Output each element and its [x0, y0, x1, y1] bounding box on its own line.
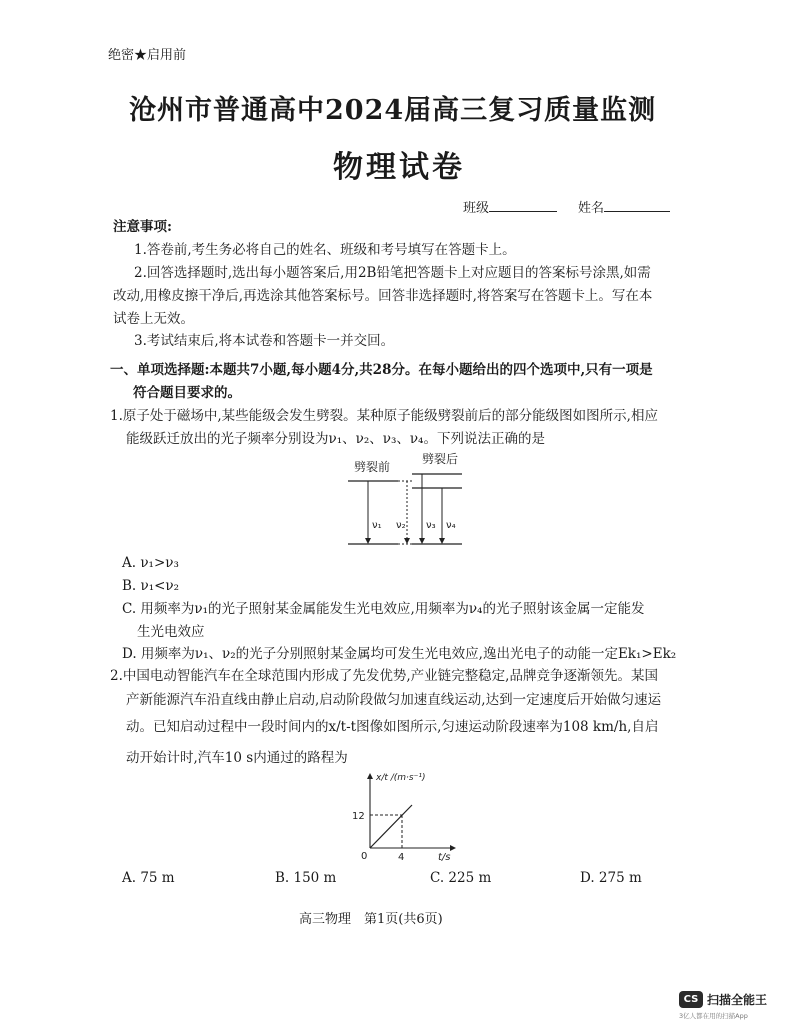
notice-item-3: 3.考试结束后,将本试卷和答题卡一并交回。	[134, 333, 395, 349]
notice-item-2-line1: 2.回答选择题时,选出每小题答案后,用2B铅笔把答题卡上对应题目的答案标号涂黑,如需	[134, 265, 651, 281]
q2-option-a[interactable]: A. 75 m	[122, 870, 175, 886]
section-heading-line1: 一、单项选择题:本题共7小题,每小题4分,共28分。在每小题给出的四个选项中,只有一项是	[110, 362, 653, 378]
name-label: 姓名	[578, 201, 605, 216]
watermark-subtext: 3亿人都在用的扫描App	[679, 1012, 748, 1020]
q2-stem-line4: 动开始计时,汽车10 s内通过的路程为	[126, 750, 348, 766]
graph-origin: 0	[361, 851, 368, 862]
name-blank[interactable]	[604, 197, 670, 212]
q2-stem-line1: 2.中国电动智能汽车在全球范围内形成了先发优势,产业链完整稳定,品牌竞争逐渐领先。某国	[110, 668, 658, 684]
energy-level-diagram	[340, 452, 470, 552]
class-field[interactable]	[463, 197, 557, 216]
q1-stem-line2: 能级跃迁放出的光子频率分别设为ν₁、ν₂、ν₃、ν₄。下列说法正确的是	[126, 431, 545, 447]
graph-xtick: 4	[398, 852, 405, 862]
section-heading-line2: 符合题目要求的。	[133, 385, 241, 401]
graph-xlabel: t/s	[438, 852, 451, 862]
name-field[interactable]	[578, 197, 670, 216]
q2-option-c[interactable]: C. 225 m	[430, 870, 492, 886]
class-label: 班级	[463, 201, 490, 216]
q2-stem-line2: 产新能源汽车沿直线由静止启动,启动阶段做匀加速直线运动,达到一定速度后开始做匀速运	[126, 692, 662, 708]
notice-item-2-line2: 改动,用橡皮擦干净后,再选涂其他答案标号。回答非选择题时,将答案写在答题卡上。写在本	[113, 288, 653, 304]
graph-ytick: 12	[352, 811, 365, 822]
q1-option-c-line2[interactable]: 生光电效应	[137, 624, 205, 640]
secret-mark: 绝密★启用前	[108, 48, 187, 63]
class-blank[interactable]	[489, 197, 557, 212]
q2-option-d[interactable]: D. 275 m	[580, 870, 642, 886]
graph-ylabel: x/t /(m·s⁻¹)	[376, 773, 426, 783]
subject-title: 物理试卷	[333, 150, 465, 185]
exam-title: 沧州市普通高中2024届高三复习质量监测	[129, 95, 657, 126]
camscanner-logo-icon: CS	[679, 991, 703, 1008]
xt-t-graph	[340, 770, 470, 862]
fig-nu2: ν₂	[396, 520, 406, 531]
notice-item-1: 1.答卷前,考生务必将自己的姓名、班级和考号填写在答题卡上。	[134, 242, 516, 258]
q1-option-a[interactable]: A. ν₁>ν₃	[122, 555, 179, 571]
q2-option-b[interactable]: B. 150 m	[275, 870, 337, 886]
notice-heading: 注意事项:	[113, 219, 172, 235]
notice-item-2-line3: 试卷上无效。	[113, 311, 194, 327]
q1-option-d[interactable]: D. 用频率为ν₁、ν₂的光子分别照射某金属均可发生光电效应,逸出光电子的动能一定Ek₁>Ek₂	[122, 646, 677, 662]
page-info: 高三物理 第1页(共6页)	[299, 912, 443, 927]
q1-option-b[interactable]: B. ν₁<ν₂	[122, 578, 180, 594]
data-line	[370, 805, 412, 848]
q1-option-c-line1[interactable]: C. 用频率为ν₁的光子照射某金属能发生光电效应,用频率为ν₄的光子照射该金属一定能发	[122, 601, 645, 617]
fig-label-before: 劈裂前	[354, 460, 391, 474]
watermark-text: 扫描全能王	[707, 993, 768, 1007]
fig-label-after: 劈裂后	[422, 452, 459, 466]
fig-nu4: ν₄	[446, 520, 456, 531]
fig-nu3: ν₃	[426, 520, 436, 531]
q1-stem-line1: 1.原子处于磁场中,某些能级会发生劈裂。某种原子能级劈裂前后的部分能级图如图所示,相应	[110, 408, 658, 424]
q2-stem-line3: 动。已知启动过程中一段时间内的x/t-t图像如图所示,匀速运动阶段速率为108 km/h,自启	[126, 719, 659, 735]
fig-nu1: ν₁	[372, 520, 382, 531]
